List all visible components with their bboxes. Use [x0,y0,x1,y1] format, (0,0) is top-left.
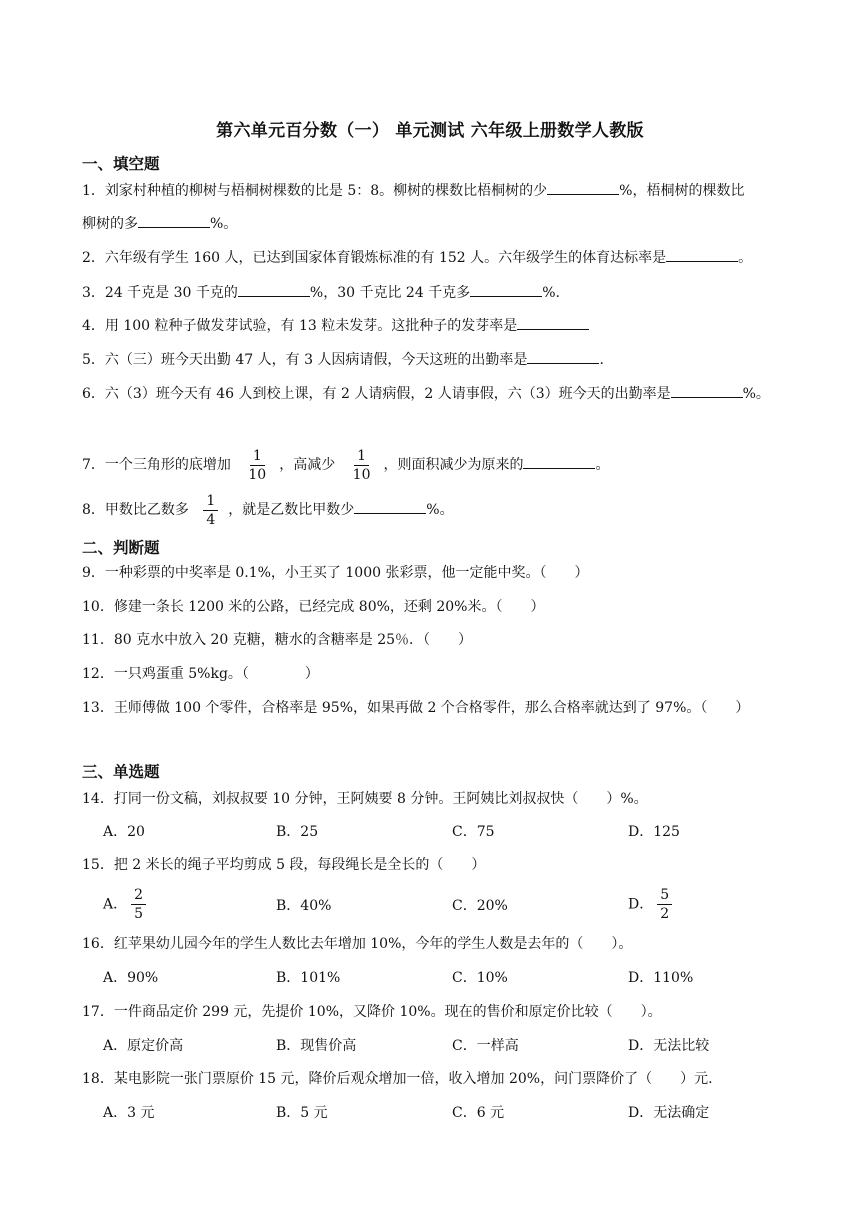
option-d[interactable]: D．无法比较 [628,1038,710,1054]
option-d[interactable]: D．125 [628,824,680,840]
option-a-label: A． [103,896,128,913]
fraction-numerator: 1 [354,447,369,466]
question-8 [82,491,454,529]
question-1-text-b: %，梧桐树的棵数比 [619,183,745,199]
question-6-text-b: %。 [742,386,770,402]
question-7-text-b: ，高减少 [279,457,336,473]
fraction-one-quarter [203,492,218,529]
fraction-numerator: 1 [250,447,265,466]
fraction-numerator: 2 [131,886,146,905]
question-11: 11．80 克水中放入 20 克糖，糖水的含糖率是 25％．（ ） [82,632,473,648]
fraction-one-tenth [245,447,269,484]
question-3 [82,282,560,303]
option-d[interactable]: D．110% [628,970,694,986]
question-5-text-b: . [599,352,604,368]
fraction-five-halves [657,886,672,923]
question-16-stem: 16．红苹果幼儿园今年的学生人数比去年增加 10%，今年的学生人数是去年的（ ）。 [82,936,633,952]
question-10: 10．修建一条长 1200 米的公路，已经完成 80%，还剩 20%米。（ ） [82,599,545,615]
option-c[interactable]: C．10% [452,970,508,986]
option-d[interactable]: D．无法确定 [628,1105,710,1121]
question-9: 9．一种彩票的中奖率是 0.1%，小王买了 1000 张彩票，他一定能中奖。（ ） [82,565,589,581]
answer-blank [523,454,595,469]
option-c[interactable]: C．一样高 [452,1038,519,1054]
question-4 [82,315,589,336]
question-8-text-b: ，就是乙数比甲数少 [228,502,355,518]
question-12: 12．一只鸡蛋重 5%kg。（ ） [82,666,319,682]
fraction-two-fifths [131,886,146,923]
answer-blank [666,247,738,262]
question-15-stem: 15．把 2 米长的绳子平均剪成 5 段，每段绳长是全长的（ ） [82,857,486,873]
option-b[interactable]: B．101% [276,970,341,986]
question-14-stem: 14．打同一份文稿，刘叔叔要 10 分钟，王阿姨要 8 分钟。王阿姨比刘叔叔快（ ）%。 [82,791,648,807]
fraction-denominator: 10 [352,466,371,483]
question-7-text-c: ，则面积减少为原来的 [383,457,524,473]
question-4-text-a: 4．用 100 粒种子做发芽试验，有 13 粒未发芽。这批种子的发芽率是 [82,318,518,334]
question-1-text-d: %。 [210,216,238,232]
question-8-text-a: 8．甲数比乙数多 [82,502,189,518]
question-3-text-b: %，30 千克比 24 千克多 [309,285,471,301]
answer-blank [470,282,542,297]
answer-blank [527,349,599,364]
question-18-options [103,1103,803,1143]
question-3-text-a: 3．24 千克是 30 千克的 [82,285,238,301]
section-heading-true-false: 二、判断题 [82,539,160,557]
fraction-denominator: 4 [206,511,216,528]
option-a[interactable]: A．原定价高 [103,1038,184,1054]
fraction-numerator: 1 [203,492,218,511]
option-b[interactable]: B．40% [276,898,332,914]
question-7 [82,446,609,484]
question-1-text-c: 柳树的多 [82,216,138,232]
question-18-stem: 18．某电影院一张门票原价 15 元，降价后观众增加一倍，收入增加 20%，问门票降价了（ ）元. [82,1071,713,1087]
question-17-stem: 17．一件商品定价 299 元，先提价 10%，又降价 10%。现在的售价和原定价比较（ ）。 [82,1004,662,1020]
question-7-text-d: 。 [595,457,610,473]
answer-blank [354,499,426,514]
option-c[interactable]: C．6 元 [452,1105,505,1121]
section-heading-fill-in: 一、填空题 [82,155,160,173]
answer-blank [671,383,743,398]
question-8-text-c: %。 [426,502,454,518]
question-1-text-a: 1．刘家村种植的柳树与梧桐树棵数的比是 5：8。柳树的棵数比梧桐树的少 [82,183,548,199]
answer-blank [138,213,210,228]
option-a[interactable]: A．20 [103,824,145,840]
option-b[interactable]: B．5 元 [276,1105,328,1121]
question-15-options [103,884,803,928]
fraction-one-tenth [350,447,374,484]
question-1-line-1 [82,180,744,201]
question-1-line-2 [82,213,237,234]
option-b[interactable]: B．25 [276,824,319,840]
answer-blank [547,180,619,195]
option-b[interactable]: B．现售价高 [276,1038,357,1054]
option-c[interactable]: C．20% [452,898,508,914]
fraction-denominator: 10 [248,466,267,483]
answer-blank [238,282,310,297]
question-2 [82,247,752,268]
question-2-text-a: 2．六年级有学生 160 人，已达到国家体育锻炼标准的有 152 人。六年级学生的体育达标率是 [82,250,667,266]
option-d[interactable] [628,886,682,923]
option-a[interactable]: A．90% [103,970,159,986]
option-a[interactable] [103,886,156,923]
question-6-text-a: 6．六（3）班今天有 46 人到校上课，有 2 人请病假，2 人请事假，六（3）班今天的出勤率是 [82,386,671,402]
fraction-numerator: 5 [657,886,672,905]
option-c[interactable]: C．75 [452,824,495,840]
question-7-text-a: 7．一个三角形的底增加 [82,457,231,473]
question-13: 13．王师傅做 100 个零件，合格率是 95%，如果再做 2 个合格零件，那么合格率就达到了 97%。（ ） [82,700,750,716]
question-2-text-b: 。 [738,250,753,266]
section-heading-multiple-choice: 三、单选题 [82,763,160,781]
option-a[interactable]: A．3 元 [103,1105,155,1121]
question-6 [82,383,770,404]
question-5 [82,349,604,370]
answer-blank [517,315,589,330]
page-title: 第六单元百分数（一） 单元测试 六年级上册数学人教版 [216,121,644,141]
option-d-label: D． [628,896,654,913]
fraction-denominator: 5 [134,906,144,922]
question-3-text-c: %. [542,285,560,301]
question-5-text-a: 5．六（三）班今天出勤 47 人，有 3 人因病请假，今天这班的出勤率是 [82,352,528,368]
fraction-denominator: 2 [660,906,670,922]
